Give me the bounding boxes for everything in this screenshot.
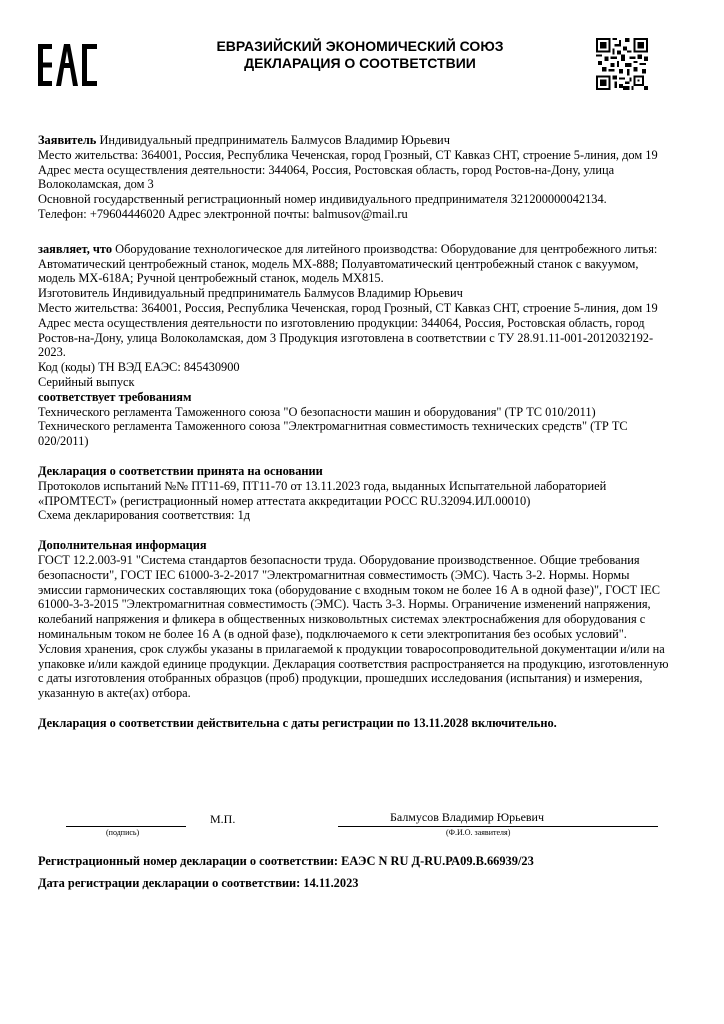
product-description: Оборудование технологическое для литейного производства: Оборудование для центробежного литья: Автоматический центробежный станок, модель MX-888; Полуавтоматический центробежный станок с вакуумом, модель MX-618A; Ручной центробежный станок, модель MX815. (38, 241, 658, 286)
stamp-label: М.П. (210, 812, 236, 826)
manufacturer-residence: Место жительства: 364001, Россия, Республика Чеченская, город Грозный, СТ Кавказ СНТ, строение 5-линия, дом 19 (38, 300, 658, 315)
declares-line (38, 242, 670, 286)
signature-line (66, 826, 186, 827)
release-type: Серийный выпуск (38, 374, 135, 389)
basis-scheme: Схема декларирования соответствия: 1д (38, 508, 251, 523)
applicant-contacts: Телефон: +79604446020 Адрес электронной почты: balmusov@mail.ru (38, 206, 408, 221)
signature-caption: (подпись) (106, 828, 140, 837)
signer-caption: (Ф.И.О. заявителя) (446, 828, 511, 837)
signer-line (338, 826, 658, 827)
applicant-residence: Место жительства: 364001, Россия, Республика Чеченская, город Грозный, СТ Кавказ СНТ, строение 5-линия, дом 19 (38, 147, 658, 162)
declares-label: заявляет, что (38, 241, 113, 256)
production-address: Адрес места осуществления деятельности по изготовлению продукции: 344064, Россия, Ростовская область, город Ростов-на-Дону, улица Волоколамская, дом 3 Продукция изготовлена в соответствии с ТУ 28.91.11-001-2012032192-2023. (38, 315, 654, 360)
qr-code (596, 38, 648, 90)
title-line-1: ЕВРАЗИЙСКИЙ ЭКОНОМИЧЕСКИЙ СОЮЗ (216, 38, 504, 54)
tnved-code: Код (коды) ТН ВЭД ЕАЭС: 845430900 (38, 360, 240, 375)
signature-block (38, 808, 670, 848)
title-line-2: ДЕКЛАРАЦИЯ О СООТВЕТСТВИИ (244, 55, 476, 71)
document-title (140, 38, 580, 72)
registration-number: Регистрационный номер декларации о соответствии: ЕАЭС N RU Д-RU.РА09.В.66939/23 (38, 854, 534, 868)
applicant-line (38, 133, 670, 148)
registration-date: Дата регистрации декларации о соответствии: 14.11.2023 (38, 876, 359, 890)
complies-label: соответствует требованиям (38, 389, 192, 404)
basis-protocols: Протоколов испытаний №№ ПТ11-69, ПТ11-70 от 13.11.2023 года, выданных Испытательной лабораторией «ПРОМТЕСТ» (регистрационный номер аттестата аккредитации РОСС RU.32094.ИЛ.00010) (38, 478, 607, 508)
validity-statement: Декларация о соответствии действительна с даты регистрации по 13.11.2028 включительно. (38, 715, 557, 730)
regulation-1: Технического регламента Таможенного союза "О безопасности машин и оборудования" (ТР ТС 010/2011) (38, 404, 596, 419)
additional-text: ГОСТ 12.2.003-91 "Система стандартов безопасности труда. Оборудование производственное. Общие требования безопасности", ГОСТ IEC 61000-3-2-2017 "Электромагнитная совместимость (ЭМС). Часть 3-2. Нормы. Нормы эмиссии гармонических составляющих тока (оборудование с входным током не более 16 А в одной фазе)", ГОСТ IEC 61000-3-3-2015 "Электромагнитная совместимость (ЭМС). Часть 3-3. Нормы. Ограничение изменений напряжения, колебаний напряжения и фликера в общественных низковольтных системах электроснабжения для оборудования с номинальным током не более 16 А (в одной фазе), подключаемого к сети электропитания без особых условий". Условия хранения, срок службы указаны в прилагаемой к продукции товаросопроводительной документации и/или на упаковке и/или каждой единице продукции. Декларация соответствия распространяется на продукцию, изготовленную с даты изготовления отобранных образцов (проб) продукции, прошедших исследования (испытания) и измерения, указанную в акте(ах) отбора. (38, 552, 669, 701)
regulation-2: Технического регламента Таможенного союза "Электромагнитная совместимость технических средств" (ТР ТС 020/2011) (38, 419, 628, 449)
signer-name: Балмусов Владимир Юрьевич (390, 810, 545, 824)
applicant-ogrn: Основной государственный регистрационный номер индивидуального предпринимателя 321200000042134. (38, 192, 607, 207)
applicant-label: Заявитель (38, 133, 97, 147)
declaration-body (38, 133, 670, 731)
applicant-activity-address: Адрес места осуществления деятельности: 344064, Россия, Ростовская область, город Ростов-на-Дону, улица Волоколамская, дом 3 (38, 162, 615, 192)
additional-label: Дополнительная информация (38, 538, 207, 553)
manufacturer: Изготовитель Индивидуальный предприниматель Балмусов Владимир Юрьевич (38, 286, 463, 301)
eac-logo (36, 42, 100, 88)
applicant-name: Индивидуальный предприниматель Балмусов Владимир Юрьевич (96, 133, 450, 147)
basis-label: Декларация о соответствии принята на основании (38, 463, 323, 478)
